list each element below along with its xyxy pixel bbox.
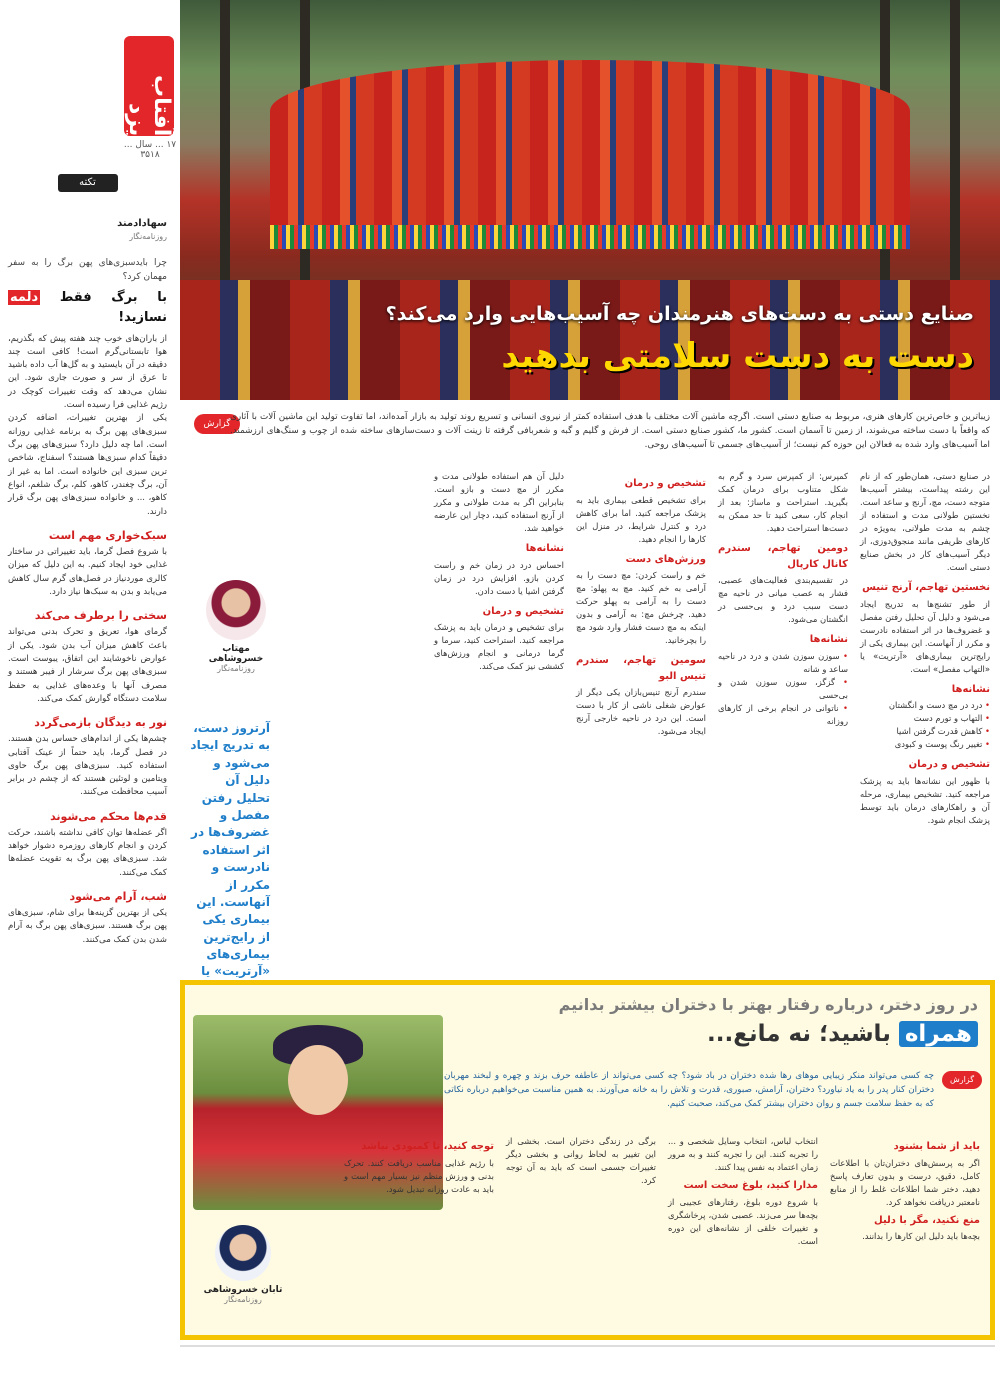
author-role: روزنامه‌نگار [217,664,255,673]
newspaper-logo: آفتاب یزد [124,36,174,136]
article-column [860,470,990,827]
feature-title [707,1021,978,1047]
list-item: • کاهش قدرت گرفتن اشیا [860,725,990,738]
symptom-list [718,650,848,728]
sidebar-text: یکی از بهترین گزینه‌ها برای شام، سبزی‌های پهن برگ هستند. سبزی‌های پهن برگ به آرام شدن بدن کمک می‌کنند. [8,908,167,945]
column-text: از طور تشنج‌ها به تدریج ایجاد می‌شود و دلیل آن تحلیل رفتن مفصل و غضروف‌ها در اثر استفاده نادرست و مکرر از آنهاست. این بیماری یکی از رایج‌ترین بیماری‌های «آرتریت» یا «التهاب مفصل» است. [860,598,990,674]
feature-box [180,980,995,1340]
article-author [196,580,276,673]
feature-heading: منع نکنید، مگر با دلیل [874,1214,980,1226]
column-text: کمپرس: از کمپرس سرد و گرم به شکل متناوب برای درمان کمک بگیرید. استراحت و ماساژ: بعد از انجام کار، سعی کنید تا حد ممکن به دست‌ها استراحت دهید. [718,471,848,534]
nomad-tent [270,60,910,230]
list-item: • گزگز، سوزن سوزن شدن و بی‌حسی [718,676,848,702]
article-column [718,470,848,728]
sidebar-kicker: چرا بایدسبزی‌های پهن برگ را به سفر مهمان کرد؟ [8,258,167,283]
sidebar-title [8,288,167,328]
feature-heading: مدارا کنید، بلوغ سخت است [683,1180,818,1192]
column-heading: تشخیص و درمان [482,605,564,617]
feature-author [203,1225,283,1304]
article-columns [190,470,990,979]
sidebar-heading: سبک‌خواری مهم است [48,528,167,542]
tree-trunk [220,0,230,300]
feature-lead: چه کسی می‌تواند منکر زیبایی موهای رها شده دختران در باد شود؟ چه کسی می‌تواند از عاطفه حرف بزند و چهره و لبخند مهربان دختران کنار پدر را به یاد نیاورد؟ دختران، آرامش، صبوری، قدرت و تلاش را به خانه می‌آورند. به همین مناسبت می‌خواهیم درباره نکاتی که به حفظ سلامت جسم و روان دختران بیشتر کمک می‌کند، صحبت کنیم. [444,1071,934,1110]
column-text: دلیل آن هم استفاده طولانی مدت و مکرر از مچ دست و بازو است. بنابراین اگر به مدت طولانی و مکرر از آرنج استفاده کنید، دچار این عارضه خواهید شد. [434,471,564,534]
feature-column [506,1135,656,1187]
column-heading: تشخیص و درمان [908,759,990,771]
feature-column [830,1135,980,1243]
feature-title-highlight: همراه [899,1021,978,1047]
column-text: برای تشخیص و درمان باید به پزشک مراجعه کنید. استراحت کنید، سرما و گرما درمانی و انجام ورزش‌های کششی نیز کمک می‌کند. [434,622,564,672]
column-heading: نخستین تهاجم، آرنج تنیس [862,582,990,594]
hero-headline [380,300,980,378]
avatar [206,580,266,640]
feature-badge: گزارش [942,1071,982,1089]
column-text: در تقسیم‌بندی فعالیت‌های عصبی، فشار به عصب میانی در ناحیه مچ دست سبب درد و بی‌حسی در انگشتان می‌شود. [718,575,848,625]
sidebar-title-suffix: نسازید! [118,310,167,326]
main-article [180,404,1000,979]
sidebar-paragraph: یکی از بهترین تغییرات، اضافه کردن سبزی‌های پهن برگ به برنامه غذایی روزانه است. اما چه دلیل دارد؟ سبزی‌های پهن برگ دقیقاً کدام سبزی‌ها هستند؟ اسفناج، شاخص ترین سبزی این خانواده است. اما به غیر از آن، برگ چغندر، کاهو، کلم، برگ شلغم، انواع کاهو، ... و خانواده سبزی‌های پهن برگ قرار دارند. [8,413,167,517]
list-item: • سوزن سوزن شدن و درد در ناحیه ساعد و شانه [718,650,848,676]
column-heading: سومین تهاجم، سندرم تنیس البو [576,655,706,682]
sidebar-heading: سختی را برطرف می‌کند [34,609,167,623]
feature-column [344,1135,494,1196]
column-text: در صنایع دستی، همان‌طور که از نام این رشته پیداست، بیشتر آسیب‌ها متوجه دست، مچ، آرنج و ساعد است. نخستین طولانی مدت و استفاده از چشم به مدت طولانی، به‌ویژه در کارهای ظریفی مانند منجوق‌دوزی، از دیگر آسیب‌های کار در بخش صنایع دستی است. [860,471,990,573]
author-name: مهتاب خسروشاهی [208,644,264,664]
article-column [434,470,564,673]
sidebar-paragraph: از باران‌های خوب چند هفته پیش که بگذریم، هوا تابستانی‌گرم است! کافی است چند دقیقه در آن بایستید و به گل‌ها آب داده باشید تا عرق از سر و صورت جاری شود. این نشان می‌دهد که وقت تغییرات کوچک در رژیم غذایی فرا رسیده است. [8,333,167,411]
divider [180,1345,995,1347]
sidebar-text: گرمای هوا، تعریق و تحرک بدنی می‌تواند باعث کاهش میزان آب بدن شود. یکی از عوارض ناخوشایند این اتفاق، یبوست است. سبزی‌های پهن برگ سرشار از فیبر هستند و مصرف آنها با وعده‌های غذایی به حفظ سلامت دستگاه گوارش کمک می‌کند. [8,627,167,704]
feature-heading: باید از شما بشنود [893,1141,980,1152]
sidebar-text: چشم‌ها یکی از اندام‌های حساس بدن هستند. در فصل گرما، باید حتماً از عینک آفتابی استفاده کنید. سبزی‌های پهن برگ حاوی ویتامین و لوتئین هستند که از چشم در برابر آسیب محافظت می‌کنند. [8,734,167,798]
column-heading: ورزش‌های دست [625,553,706,565]
sidebar-column [0,170,175,1387]
column-heading: تشخیص و درمان [624,478,706,489]
sidebar-title-prefix: با برگ فقط [59,290,167,306]
list-item: • ناتوانی در انجام برخی از کارهای روزانه [718,702,848,728]
sidebar-heading: نور به دیدگان بازمی‌گردد [34,716,167,730]
feature-text: انتخاب لباس، انتخاب وسایل شخصی و ... را تجربه کنند. این را تجربه کنند و به مرور زمان اعتماد به نفس پیدا کنند. [668,1136,818,1173]
list-item: • درد در مچ دست و انگشتان [860,699,990,712]
sidebar-text: با شروع فصل گرما، باید تغییراتی در ساختار غذایی خود ایجاد کنیم. به این دلیل که میزان کالری موردنیاز در فصل‌های گرم سال کاهش می‌یابد و بدن به سبک‌ها نیاز دارد. [8,546,167,597]
author-role: روزنامه‌نگار [224,1295,262,1304]
sidebar-tag: تکته [58,174,118,192]
feature-heading: توجه کنید، تا کمبودی نباشد [361,1141,494,1152]
feature-kicker: در روز دختر، درباره رفتار بهتر با دختران بیشتر بدانیم [558,995,978,1014]
symptom-list [860,699,990,751]
hero-title: دست به دست سلامتی بدهید [501,336,974,376]
tree-trunk [950,0,960,300]
column-text: خم و راست کردن: مچ دست را به آرامی به خم کنید. مچ به پهلو: مچ دست را به آرامی به پهلو حرکت دهید. چرخش مچ: به آرامی و بدون اینکه به مچ دست فشار وارد شود مچ را بچرخانید. [576,570,706,646]
sidebar-author-role: روزنامه‌نگار [129,232,167,241]
sidebar-title-highlight: دلمه [10,290,39,306]
tent-fringe [270,225,910,249]
column-text: سندرم آرنج تنیس‌بازان یکی دیگر از عوارض شغلی ناشی از کار با دست است. این درد در ناحیه خارجی آرنج ایجاد می‌شود. [576,687,706,737]
feature-text: بچه‌ها باید دلیل این کارها را بدانند. [862,1231,980,1242]
sidebar-heading: شب، آرام می‌شود [69,890,167,904]
feature-text: برگی در زندگی دختران است. بخشی از این تغییر به لحاظ روانی و بخشی دیگر تغییرات جسمی است که باید به آن توجه کرد. [506,1136,656,1186]
column-heading: نشانه‌ها [809,634,848,646]
pull-quote: آرتروز دست، به تدریج ایجاد می‌شود و دلیل آن تحلیل رفتن مفصل و غضروف‌ها در اثر استفاده نادرست و مکرر از آنهاست. این بیماری یکی از رایج‌ترین بیماری‌های «آرتریت» یا [190,721,270,979]
column-heading: نشانه‌ها [951,683,990,695]
report-badge: گزارش [194,414,240,434]
feature-column [668,1135,818,1248]
avatar [215,1225,271,1281]
column-text: احساس درد در زمان خم و راست کردن بازو. افزایش درد در زمان گرفتن اشیا یا دست دادن. [434,559,564,596]
sidebar-heading: قدم‌ها محکم می‌شوند [50,809,167,823]
feature-text: با رژیم غذایی مناسب دریافت کنند. تحرک بدنی و ورزش منظم نیز بسیار مهم است و باید به عادت روزانه تبدیل شود. [344,1157,494,1194]
sidebar-author: سهادادمند [117,217,167,229]
hero-photo [180,0,1000,400]
list-item: • تغییر رنگ پوست و کبودی [860,738,990,751]
column-text: با ظهور این نشانه‌ها باید به پزشک مراجعه کنید. تشخیص بیماری، مرحله آن و راهکارهای درمان باید توسط پزشک انجام شود. [860,775,990,825]
article-lead: زیباترین و خاص‌ترین کارهای هنری، مربوط به صنایع دستی است. اگرچه ماشین آلات مختلف با هدف استفاده کمتر از نیروی انسانی و تسریع روند تولید به بازار آمده‌اند، اما تفاوت تولید این ماشین آلات با آثاری که واقعاً با دست ساخته می‌شوند، از زمین تا آسمان است. کشور ما، کشور صنایع دستی است. از فرش و گلیم و گبه و شعربافی گرفته تا زینت آلات و دست‌سازهای ساخته شده از چوب و سنگ‌های ارزشمند. اما آسیب‌های وارد شده به فعالان این حوزه کم نیست؛ از آسیب‌های جسمی تا آسیب‌های روحی. [230,412,990,451]
hero-subtitle: صنایع دستی به دست‌های هنرمندان چه آسیب‌هایی وارد می‌کند؟ [385,303,974,325]
girl-face [288,1045,348,1115]
sidebar-text: اگر عضله‌ها توان کافی نداشته باشند، حرکت کردن و انجام کارهای روزمره دشوار خواهد شد. سبزی‌های پهن برگ به تقویت عضله‌ها کمک می‌کنند. [8,827,167,878]
author-name: تابان خسروشاهی [203,1285,283,1295]
feature-text: با شروع دوره بلوغ، رفتارهای عجیبی از بچه‌ها سر می‌زند. عصبی شدن، پرخاشگری و تغییرات خلقی از نشانه‌های این دوره است. [668,1196,818,1246]
column-text: برای تشخیص قطعی بیماری باید به پزشک مراجعه کنید. اما برای کاهش درد و کنترل شرایط، در منزل این کارها را انجام دهید. [576,494,706,544]
feature-text: اگر به پرسش‌های دختران‌تان با اطلاعات کامل، دقیق، درست و بدون تعارف پاسخ دهید، دختر شما اطلاعات غلط را از منابع نامعتبر دریافت نخواهد کرد. [830,1157,980,1207]
article-column [576,470,706,738]
feature-title-rest: باشید؛ نه مانع... [707,1021,891,1047]
column-heading: نشانه‌ها [525,543,564,555]
column-heading: دومین تهاجم، سندرم کانال کارپال [718,543,848,570]
feature-columns [190,1135,980,1335]
list-item: • التهاب و تورم دست [860,712,990,725]
issue-date: ۱۷ ... سال ... ۳۵۱۸ [123,140,177,160]
